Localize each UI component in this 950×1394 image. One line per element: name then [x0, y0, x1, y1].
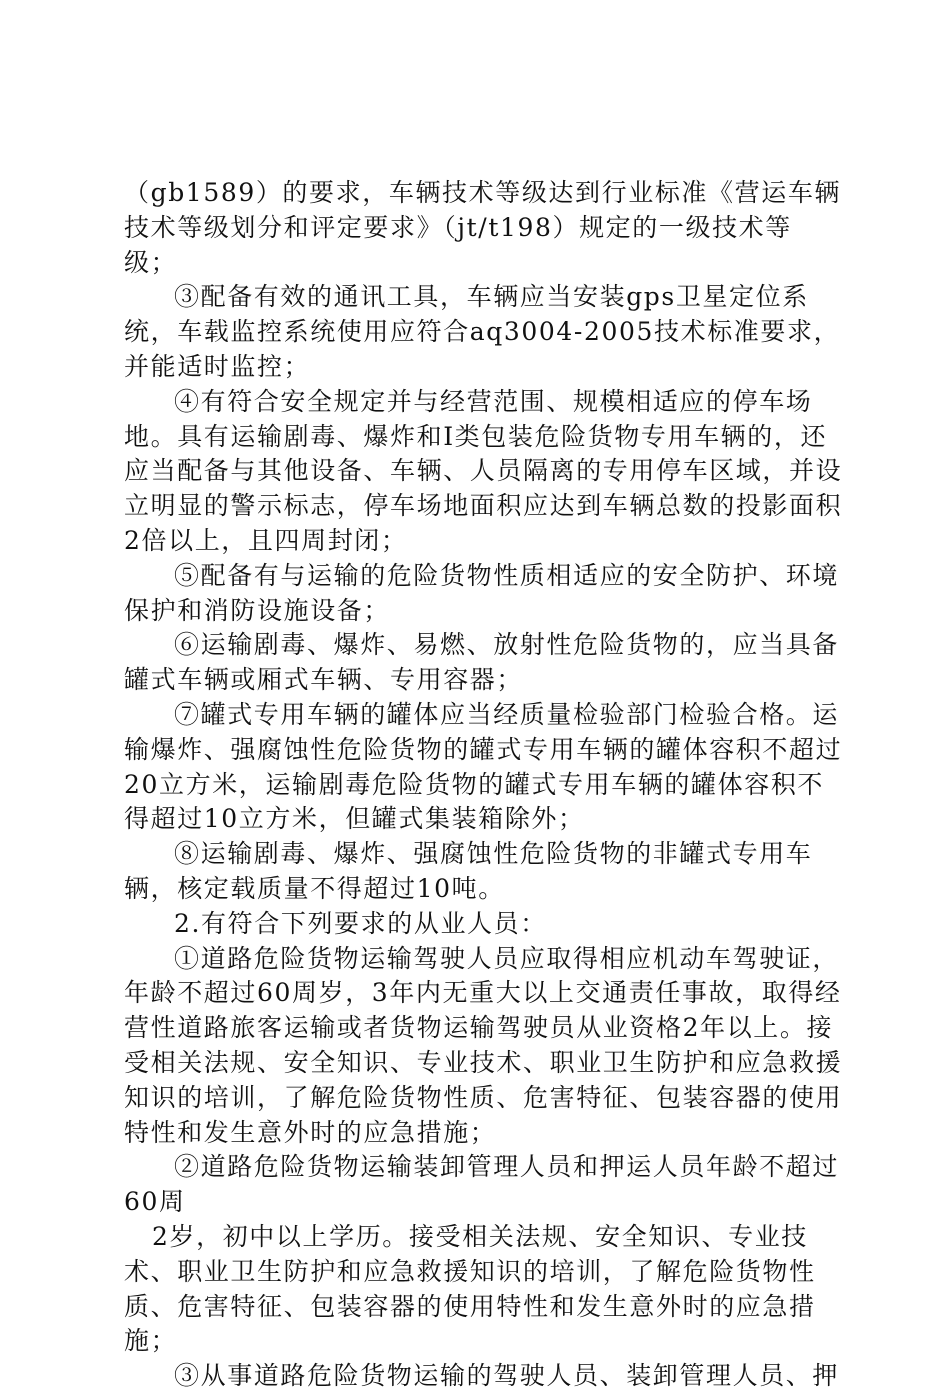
document-body [124, 176, 844, 1394]
paragraph: ④有符合安全规定并与经营范围、规模相适应的停车场地。具有运输剧毒、爆炸和Ⅰ类包装危险货物专用车辆的，还应当配备与其他设备、车辆、人员隔离的专用停车区域，并设立明显的警示标志，停车场地面积应达到车辆总数的投影面积2倍以上，且四周封闭； [124, 386, 843, 555]
paragraph: ⑧运输剧毒、爆炸、强腐蚀性危险货物的非罐式专用车辆，核定载质量不得超过10吨。 [124, 839, 813, 903]
paragraph: ②道路危险货物运输装卸管理人员和押运人员年龄不超过60周 [124, 1152, 840, 1217]
paragraph: ⑥运输剧毒、爆炸、易燃、放射性危险货物的，应当具备罐式车辆或厢式车辆、专用容器； [124, 630, 840, 695]
paragraph: （gb1589）的要求，车辆技术等级达到行业标准《营运车辆技术等级划分和评定要求》（jt/t198）规定的一级技术等级； [124, 178, 842, 277]
paragraph: ①道路危险货物运输驾驶人员应取得相应机动车驾驶证，年龄不超过60周岁，3年内无重大以上交通责任事故，取得经营性道路旅客运输或者货物运输驾驶员从业资格2年以上。接受相关法规、安全知识、专业技术、职业卫生防护和应急救援知识的培训，了解危险货物性质、危害特征、包装容器的使用特性和发生意外时的应急措施； [124, 943, 843, 1147]
paragraph: 2岁，初中以上学历。接受相关法规、安全知识、专业技术、职业卫生防护和应急救援知识的培训，了解危险货物性质、危害特征、包装容器的使用特性和发生意外时的应急措施； [124, 1221, 816, 1356]
paragraph: ③配备有效的通讯工具，车辆应当安装gps卫星定位系统，车载监控系统使用应符合aq3004-2005技术标准要求，并能适时监控； [124, 282, 841, 381]
paragraph: ③从事道路危险货物运输的驾驶人员、装卸管理人员、押 [174, 1361, 840, 1391]
paragraph: ⑤配备有与运输的危险货物性质相适应的安全防护、环境保护和消防设施设备； [124, 560, 840, 625]
paragraph: ⑦罐式专用车辆的罐体应当经质量检验部门检验合格。运输爆炸、强腐蚀性危险货物的罐式专用车辆的罐体容积不超过20立方米，运输剧毒危险货物的罐式专用车辆的罐体容积不得超过10立方米，但罐式集装箱除外； [124, 699, 843, 834]
section-heading: 2.有符合下列要求的从业人员： [174, 908, 547, 938]
